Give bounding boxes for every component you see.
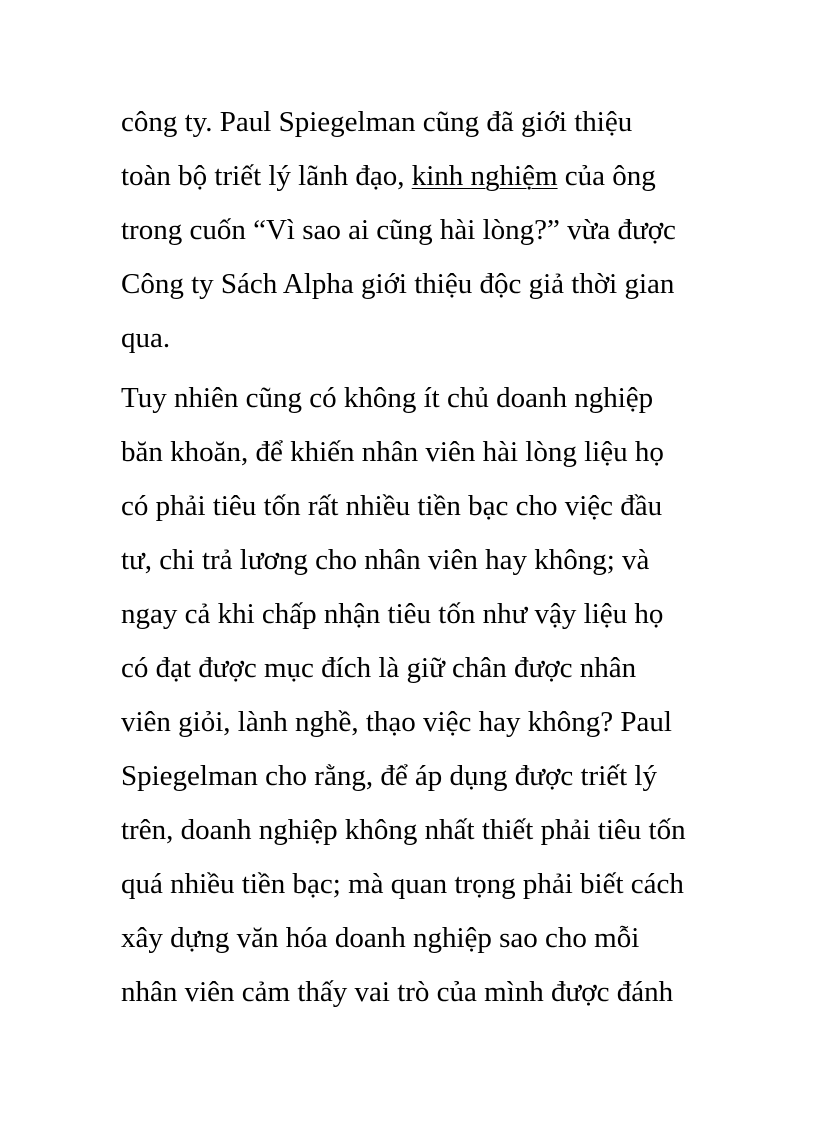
text-segment: toàn bộ triết lý lãnh đạo,	[121, 160, 412, 192]
text-line: viên giỏi, lành nghề, thạo việc hay không? Paul	[121, 706, 672, 738]
text-line: trong cuốn “Vì sao ai cũng hài lòng?” vừa được	[121, 214, 676, 246]
text-line: qua.	[121, 322, 171, 354]
kinh-nghiem-link[interactable]: kinh nghiệm	[411, 160, 558, 192]
paragraph-1	[121, 95, 676, 365]
text-line: tư, chi trả lương cho nhân viên hay không; và	[121, 544, 650, 576]
text-line: Công ty Sách Alpha giới thiệu độc giả thời gian	[121, 268, 675, 300]
text-line: quá nhiều tiền bạc; mà quan trọng phải biết cách	[121, 868, 684, 900]
text-line: Tuy nhiên cũng có không ít chủ doanh nghiệp	[121, 382, 654, 414]
text-line: có phải tiêu tốn rất nhiều tiền bạc cho việc đầu	[121, 490, 663, 522]
paragraph-2	[121, 371, 686, 1019]
text-line: công ty. Paul Spiegelman cũng đã giới thiệu	[121, 106, 633, 138]
text-line: nhân viên cảm thấy vai trò của mình được đánh	[121, 976, 674, 1008]
text-line: có đạt được mục đích là giữ chân được nhân	[121, 652, 637, 684]
text-line: Spiegelman cho rằng, để áp dụng được triết lý	[121, 760, 657, 792]
text-segment: của ông	[557, 160, 656, 192]
text-line: xây dựng văn hóa doanh nghiệp sao cho mỗi	[121, 922, 640, 954]
text-line: ngay cả khi chấp nhận tiêu tốn như vậy liệu họ	[121, 598, 664, 630]
text-line: trên, doanh nghiệp không nhất thiết phải tiêu tốn	[121, 814, 686, 846]
text-line	[121, 149, 676, 203]
text-line: băn khoăn, để khiến nhân viên hài lòng liệu họ	[121, 436, 664, 468]
